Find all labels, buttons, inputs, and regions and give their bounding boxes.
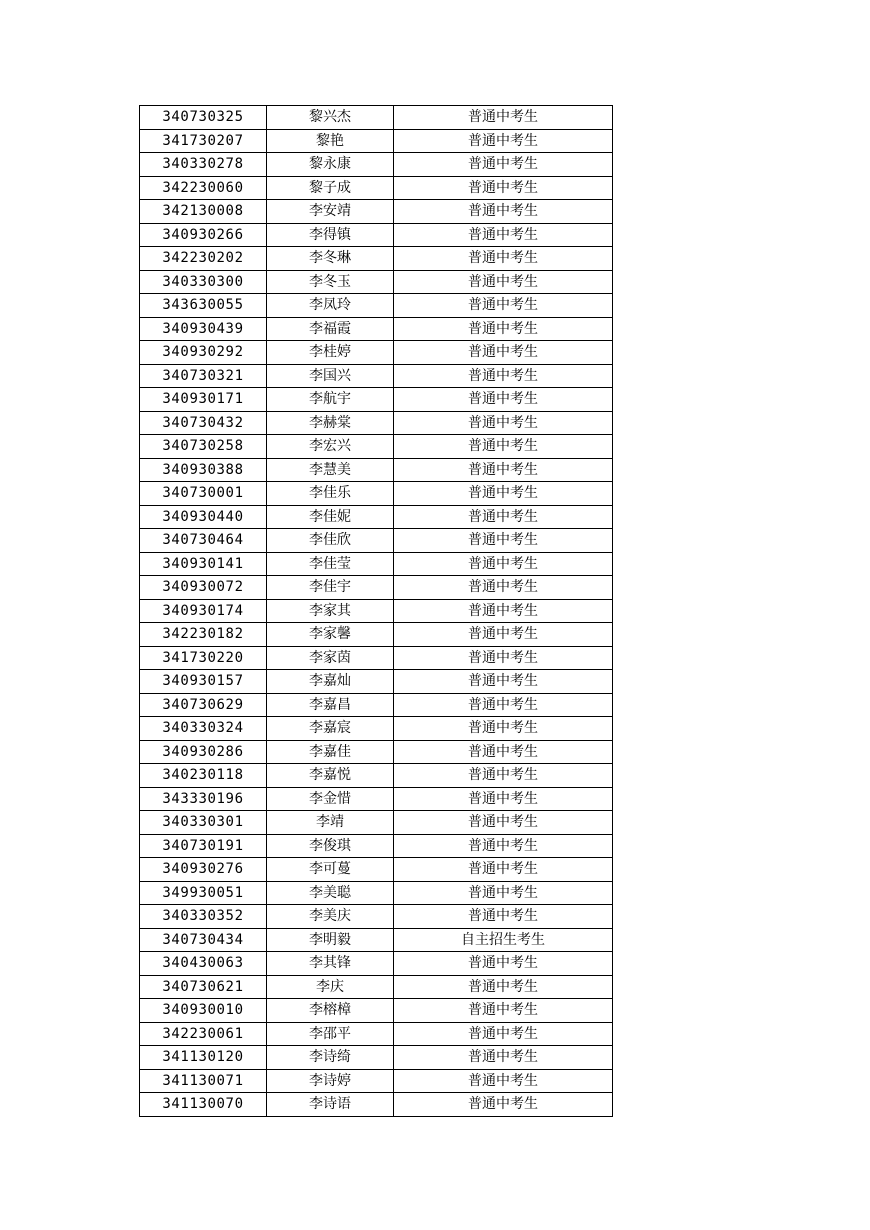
candidate-name-cell: 李美聪 [267,881,394,905]
table-row [140,317,613,341]
candidate-id-cell: 340930174 [140,599,267,623]
candidate-name-cell: 李榕樟 [267,999,394,1023]
candidate-name-cell: 李庆 [267,975,394,999]
table-row [140,881,613,905]
candidate-name-cell: 李家其 [267,599,394,623]
candidate-name-cell: 李佳宇 [267,576,394,600]
candidate-id-cell: 341130071 [140,1069,267,1093]
candidate-type-cell: 普通中考生 [394,129,613,153]
candidate-id-cell: 340930010 [140,999,267,1023]
candidate-id-cell: 342130008 [140,200,267,224]
candidate-name-cell: 李诗绮 [267,1046,394,1070]
candidate-name-cell: 李诗语 [267,1093,394,1117]
candidate-id-cell: 340930266 [140,223,267,247]
candidate-name-cell: 黎子成 [267,176,394,200]
candidate-type-cell: 普通中考生 [394,106,613,130]
candidate-name-cell: 李安靖 [267,200,394,224]
candidate-id-cell: 340330300 [140,270,267,294]
candidate-id-cell: 340730191 [140,834,267,858]
candidate-name-cell: 李宏兴 [267,435,394,459]
candidate-type-cell: 普通中考生 [394,1069,613,1093]
candidate-name-cell: 李航宇 [267,388,394,412]
candidate-name-cell: 李可蔓 [267,858,394,882]
candidate-name-cell: 李靖 [267,811,394,835]
roster-table-body [140,106,613,1117]
candidate-name-cell: 李慧美 [267,458,394,482]
candidate-id-cell: 340930286 [140,740,267,764]
candidate-name-cell: 李冬琳 [267,247,394,271]
candidate-id-cell: 340730434 [140,928,267,952]
table-row [140,1069,613,1093]
table-row [140,928,613,952]
candidate-id-cell: 340730001 [140,482,267,506]
candidate-type-cell: 普通中考生 [394,200,613,224]
candidate-name-cell: 李佳欣 [267,529,394,553]
candidate-name-cell: 李凤玲 [267,294,394,318]
table-row [140,247,613,271]
table-row [140,999,613,1023]
candidate-name-cell: 李福霞 [267,317,394,341]
candidate-type-cell: 普通中考生 [394,576,613,600]
candidate-name-cell: 黎兴杰 [267,106,394,130]
candidate-type-cell: 普通中考生 [394,646,613,670]
candidate-type-cell: 普通中考生 [394,717,613,741]
candidate-type-cell: 普通中考生 [394,834,613,858]
candidate-name-cell: 李嘉佳 [267,740,394,764]
table-row [140,834,613,858]
candidate-type-cell: 普通中考生 [394,458,613,482]
candidate-type-cell: 普通中考生 [394,552,613,576]
candidate-type-cell: 普通中考生 [394,505,613,529]
candidate-id-cell: 349930051 [140,881,267,905]
candidate-type-cell: 普通中考生 [394,529,613,553]
candidate-id-cell: 340730621 [140,975,267,999]
candidate-name-cell: 李赫棠 [267,411,394,435]
table-row [140,106,613,130]
candidate-type-cell: 普通中考生 [394,176,613,200]
candidate-type-cell: 普通中考生 [394,364,613,388]
candidate-id-cell: 340730629 [140,693,267,717]
table-row [140,623,613,647]
table-row [140,223,613,247]
candidate-type-cell: 普通中考生 [394,999,613,1023]
table-row [140,270,613,294]
table-row [140,764,613,788]
candidate-id-cell: 340930171 [140,388,267,412]
candidate-id-cell: 340930072 [140,576,267,600]
candidate-name-cell: 李冬玉 [267,270,394,294]
candidate-id-cell: 340930141 [140,552,267,576]
table-row [140,129,613,153]
candidate-id-cell: 340730258 [140,435,267,459]
table-row [140,153,613,177]
candidate-type-cell: 普通中考生 [394,599,613,623]
candidate-name-cell: 李嘉灿 [267,670,394,694]
candidate-type-cell: 普通中考生 [394,247,613,271]
candidate-id-cell: 340730321 [140,364,267,388]
table-row [140,787,613,811]
table-row [140,1046,613,1070]
candidate-type-cell: 普通中考生 [394,952,613,976]
candidate-id-cell: 340930292 [140,341,267,365]
candidate-id-cell: 340230118 [140,764,267,788]
candidate-type-cell: 普通中考生 [394,1046,613,1070]
candidate-id-cell: 341130070 [140,1093,267,1117]
candidate-name-cell: 李家馨 [267,623,394,647]
table-row [140,975,613,999]
candidate-name-cell: 李俊琪 [267,834,394,858]
candidate-id-cell: 342230060 [140,176,267,200]
candidate-name-cell: 李邵平 [267,1022,394,1046]
candidate-type-cell: 普通中考生 [394,294,613,318]
candidate-id-cell: 340430063 [140,952,267,976]
candidate-name-cell: 黎永康 [267,153,394,177]
candidate-name-cell: 李其锋 [267,952,394,976]
candidate-name-cell: 李诗婷 [267,1069,394,1093]
candidate-id-cell: 340330352 [140,905,267,929]
candidate-id-cell: 340730325 [140,106,267,130]
table-row [140,646,613,670]
candidate-type-cell: 普通中考生 [394,623,613,647]
table-row [140,693,613,717]
candidate-name-cell: 李佳莹 [267,552,394,576]
candidate-id-cell: 341730207 [140,129,267,153]
candidate-type-cell: 普通中考生 [394,435,613,459]
table-row [140,341,613,365]
candidate-name-cell: 李得镇 [267,223,394,247]
candidate-type-cell: 普通中考生 [394,1022,613,1046]
table-row [140,1093,613,1117]
candidate-name-cell: 李家茵 [267,646,394,670]
candidate-id-cell: 340930157 [140,670,267,694]
candidate-id-cell: 340930276 [140,858,267,882]
candidate-id-cell: 343630055 [140,294,267,318]
candidate-type-cell: 普通中考生 [394,693,613,717]
table-row [140,176,613,200]
candidate-type-cell: 普通中考生 [394,975,613,999]
candidate-id-cell: 340930440 [140,505,267,529]
candidate-name-cell: 李嘉昌 [267,693,394,717]
candidate-type-cell: 普通中考生 [394,858,613,882]
table-row [140,740,613,764]
candidate-id-cell: 341730220 [140,646,267,670]
candidate-name-cell: 李佳妮 [267,505,394,529]
candidate-id-cell: 342230061 [140,1022,267,1046]
candidate-type-cell: 普通中考生 [394,411,613,435]
candidate-id-cell: 343330196 [140,787,267,811]
table-row [140,1022,613,1046]
candidate-name-cell: 李明毅 [267,928,394,952]
table-row [140,952,613,976]
candidate-name-cell: 李金惜 [267,787,394,811]
candidate-type-cell: 普通中考生 [394,482,613,506]
table-row [140,294,613,318]
candidate-name-cell: 李佳乐 [267,482,394,506]
candidate-type-cell: 普通中考生 [394,388,613,412]
table-row [140,670,613,694]
candidate-type-cell: 普通中考生 [394,223,613,247]
candidate-type-cell: 普通中考生 [394,670,613,694]
table-row [140,411,613,435]
table-row [140,905,613,929]
candidate-type-cell: 普通中考生 [394,740,613,764]
candidate-type-cell: 普通中考生 [394,153,613,177]
candidate-type-cell: 普通中考生 [394,787,613,811]
table-row [140,576,613,600]
candidate-id-cell: 340930439 [140,317,267,341]
table-row [140,200,613,224]
table-row [140,388,613,412]
candidate-id-cell: 340930388 [140,458,267,482]
table-row [140,458,613,482]
candidate-type-cell: 普通中考生 [394,811,613,835]
candidate-type-cell: 普通中考生 [394,270,613,294]
candidate-name-cell: 李国兴 [267,364,394,388]
candidate-id-cell: 340330324 [140,717,267,741]
table-row [140,552,613,576]
candidate-type-cell: 普通中考生 [394,317,613,341]
table-row [140,505,613,529]
candidate-id-cell: 340730464 [140,529,267,553]
candidate-type-cell: 普通中考生 [394,881,613,905]
candidate-type-cell: 普通中考生 [394,764,613,788]
table-row [140,435,613,459]
candidate-name-cell: 李美庆 [267,905,394,929]
admission-roster-table [139,105,613,1117]
candidate-id-cell: 342230202 [140,247,267,271]
table-row [140,482,613,506]
candidate-name-cell: 李桂婷 [267,341,394,365]
candidate-type-cell: 普通中考生 [394,341,613,365]
candidate-name-cell: 李嘉宸 [267,717,394,741]
table-row [140,364,613,388]
candidate-type-cell: 普通中考生 [394,905,613,929]
candidate-id-cell: 340330278 [140,153,267,177]
table-row [140,599,613,623]
candidate-type-cell: 自主招生考生 [394,928,613,952]
table-row [140,529,613,553]
candidate-id-cell: 340730432 [140,411,267,435]
candidate-type-cell: 普通中考生 [394,1093,613,1117]
candidate-name-cell: 李嘉悦 [267,764,394,788]
table-row [140,717,613,741]
candidate-id-cell: 342230182 [140,623,267,647]
candidate-id-cell: 340330301 [140,811,267,835]
table-row [140,811,613,835]
table-row [140,858,613,882]
candidate-id-cell: 341130120 [140,1046,267,1070]
candidate-name-cell: 黎艳 [267,129,394,153]
